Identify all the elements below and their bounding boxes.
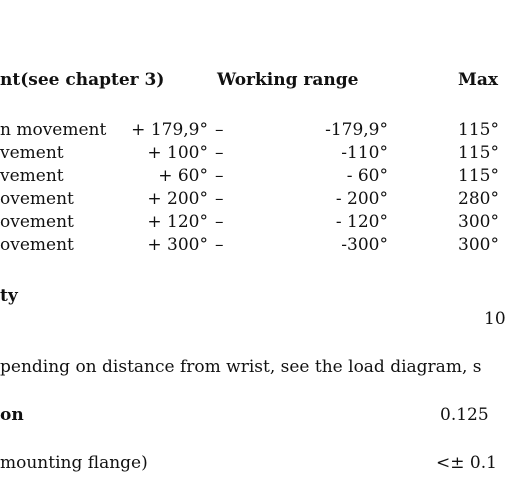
- mounting-flange-label: mounting flange): [0, 453, 148, 473]
- range-positive: + 120°: [147, 212, 208, 232]
- range-positive: + 179,9°: [131, 120, 208, 140]
- movement-label: n movement: [0, 120, 107, 140]
- range-negative: -110°: [341, 143, 388, 163]
- max-value: 280°: [458, 189, 499, 209]
- max-value: 300°: [458, 212, 499, 232]
- range-positive: + 60°: [158, 166, 208, 186]
- movement-label: vement: [0, 166, 64, 186]
- range-positive: + 300°: [147, 235, 208, 255]
- max-value: 115°: [458, 143, 499, 163]
- max-column-header: Max: [458, 70, 498, 90]
- max-value: 115°: [458, 120, 499, 140]
- range-negative: - 120°: [335, 212, 388, 232]
- max-value: 300°: [458, 235, 499, 255]
- range-negative: - 200°: [335, 189, 388, 209]
- range-positive: + 200°: [147, 189, 208, 209]
- range-negative: - 60°: [346, 166, 388, 186]
- range-dash: –: [215, 166, 224, 186]
- range-negative: -300°: [341, 235, 388, 255]
- movement-label: ovement: [0, 189, 74, 209]
- movement-label: vement: [0, 143, 64, 163]
- movement-label: ovement: [0, 212, 74, 232]
- max-value: 115°: [458, 166, 499, 186]
- range-positive: + 100°: [147, 143, 208, 163]
- movement-column-header: nt(see chapter 3): [0, 70, 165, 90]
- capacity-value: 10: [484, 309, 506, 329]
- repeatability-label: on: [0, 405, 24, 425]
- capacity-label: ty: [0, 286, 18, 306]
- movement-label: ovement: [0, 235, 74, 255]
- range-dash: –: [215, 235, 224, 255]
- range-dash: –: [215, 120, 224, 140]
- range-dash: –: [215, 143, 224, 163]
- working-range-column-header: Working range: [217, 70, 359, 90]
- mounting-flange-value: <± 0.1: [436, 453, 497, 473]
- range-negative: -179,9°: [325, 120, 388, 140]
- range-dash: –: [215, 212, 224, 232]
- repeatability-value: 0.125: [440, 405, 489, 425]
- range-dash: –: [215, 189, 224, 209]
- load-diagram-note: pending on distance from wrist, see the load diagram, s: [0, 357, 482, 377]
